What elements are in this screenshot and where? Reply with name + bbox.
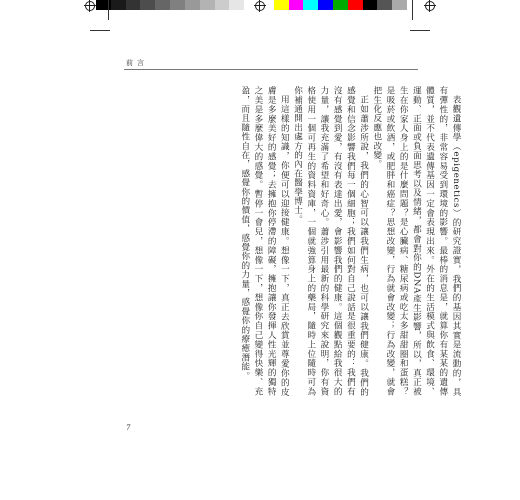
trim-mark (90, 30, 110, 31)
color-swatch (170, 0, 185, 10)
paragraph: 用這樣的知識，你便可以迎接健康。想像一下，真正去欣賞並尊愛你的皮膚是多麼美好的感覺；去擁抱你停滯的障礙，擁抱讓你發揮人性光輝的獨特之美是多麼偉大的感覺。暫停一會兒，想像一下，想像你自己變得快樂、充盈，而且隨性自在，感覺你的價值，感覺你的力量，感覺你的療癒潛能。 (239, 86, 290, 396)
paragraph: 表觀遺傳學（epigenetics）的研究證實，我們的基因其實是流動的，具有彈性的，非常容易受到環境的影響。最棒的消息是，就算你有某某的遺傳體質，並不代表遺傳基因一定會表現出來。外在的生活模式與飲食、環境、運動、正面或負面思考以及情緒，都會對你的DNA產生影響，所以，真正被生在你家人身上的是什麼問題？是心臟病、糖尿病或吃太多甜甜圈和蛋糕？是吸菸或飲酒，或肥胖和癌症？思想改變，行為就會改變；行為改變，就會把生化反應也改變。 (371, 86, 461, 396)
registration-mark-right (424, 0, 436, 12)
color-swatch (229, 0, 244, 10)
color-swatch (289, 0, 304, 10)
color-swatch (348, 0, 363, 10)
registration-mark-left (84, 0, 96, 12)
color-swatch (377, 0, 392, 10)
paragraph: 正如蕭涉所說，我們的心智可以讓我們生病，也可以讓我們健康。我們的感覺和信念影響我們每一個細胞；我們如何對自己說話是很重要的：我們有沒有感覺到愛，有沒有表達出愛，會影響我們的健康。這個觀點給我很大的力量，讓我充滿了希望和好奇心。蕭涉引用最新的科學研究來說明，你有資格使用一個可再生的資料資庫，一個就強算身上的藥局，隨時上位隨時可為你補通開出處方的內在醫學博士。 (292, 86, 369, 396)
color-swatch (392, 0, 407, 10)
page-header-title: 前言 (126, 59, 148, 67)
color-swatch (318, 0, 333, 10)
color-swatch (185, 0, 200, 10)
header-rule (124, 69, 418, 70)
color-swatch (200, 0, 215, 10)
color-swatch (155, 0, 170, 10)
page-number: 7 (126, 424, 131, 432)
color-swatch (303, 0, 318, 10)
registration-mark-center (254, 0, 266, 12)
trim-mark (410, 30, 430, 31)
color-swatch (407, 0, 422, 10)
body-text (112, 86, 462, 396)
color-swatch (111, 0, 126, 10)
color-swatch (126, 0, 141, 10)
color-swatch (333, 0, 348, 10)
trim-mark (412, 0, 413, 20)
color-swatch (274, 0, 289, 10)
color-swatch (140, 0, 155, 10)
trim-mark (108, 0, 109, 20)
color-swatch (215, 0, 230, 10)
color-swatch (363, 0, 378, 10)
